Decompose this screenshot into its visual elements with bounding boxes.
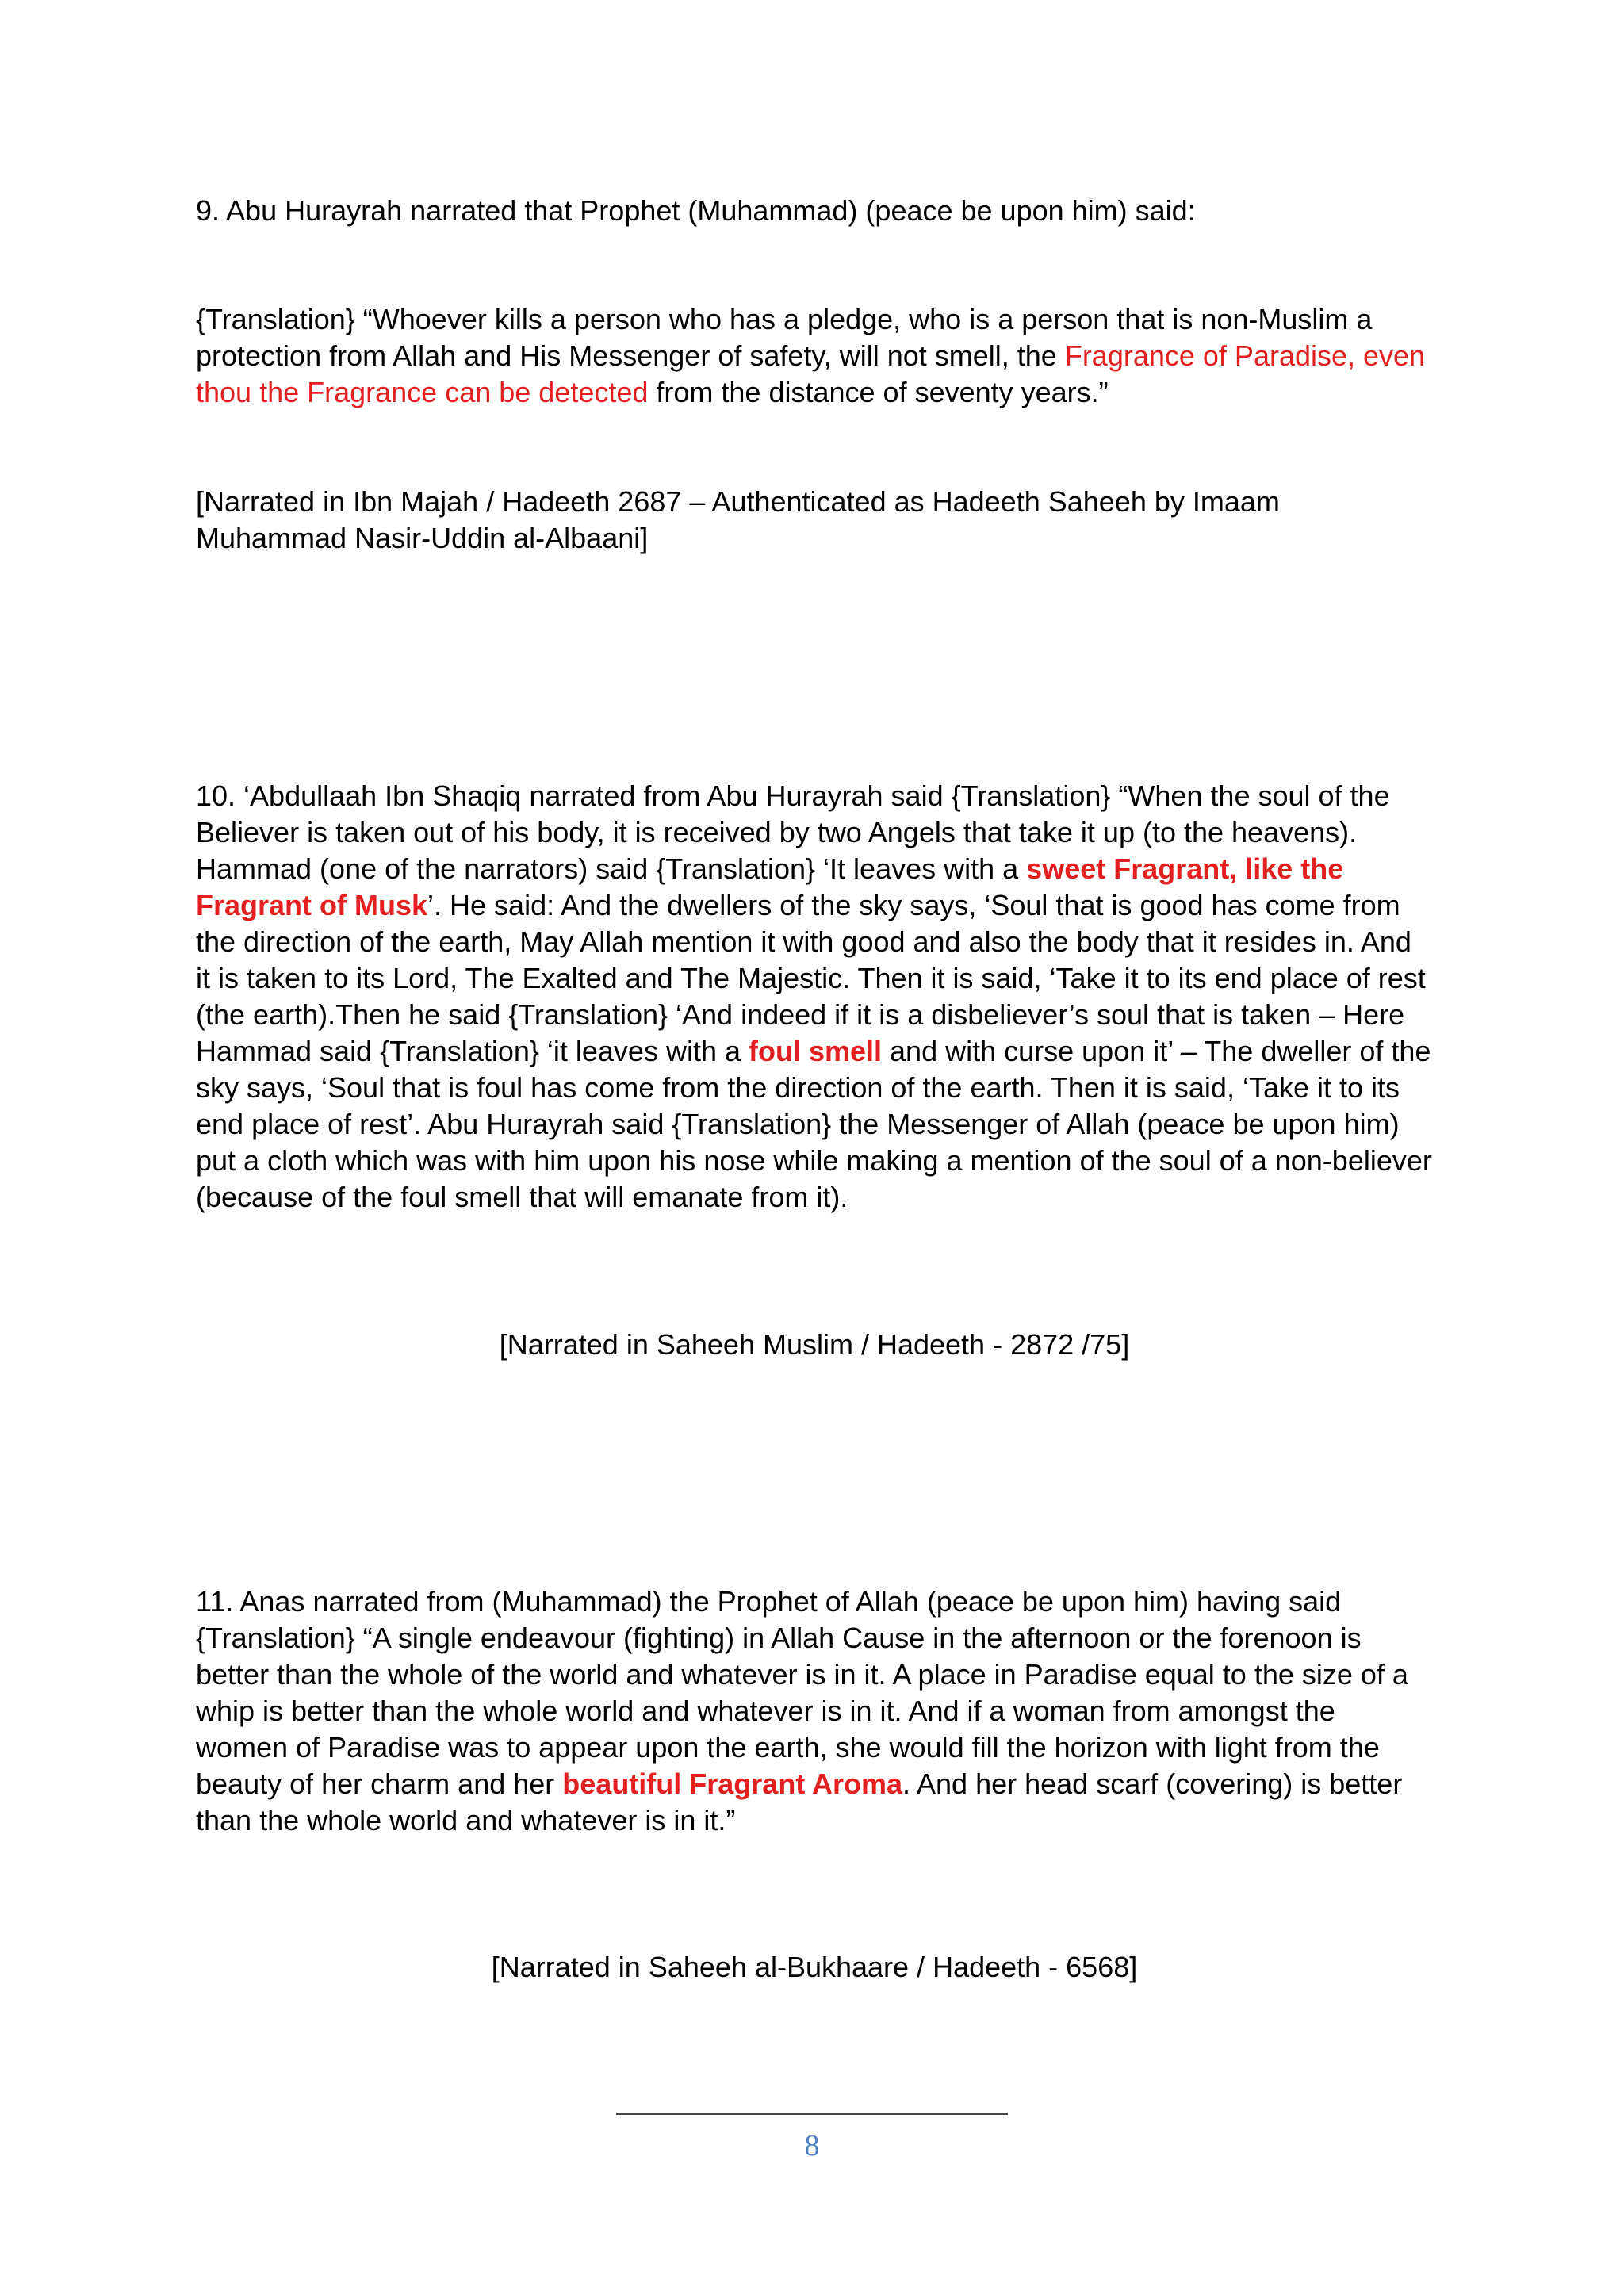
hadith-9-text-part-1: {Translation} “Whoever kills a person who has a pledge, who is a person that is non-Muslim a protection from Allah and His Messenger of safety, will not smell, the [196, 303, 1373, 372]
hadith-10-text [196, 778, 1433, 1216]
hadith-9-text [196, 301, 1433, 411]
hadith-10-text-part-3: and with curse upon it’ – The dweller of the sky says, ‘Soul that is foul has come from the direction of the earth. Then it is said, ‘Take it to its end place of rest’. Abu Hurayrah said {Translation} the Messenger of Allah (peace be upon him) put a cloth which was with him upon his nose while making a mention of the soul of a non-believer (because of the foul smell that will emanate from it). [196, 1035, 1432, 1213]
hadith-11-text [196, 1584, 1433, 1839]
footer-divider [616, 2113, 1008, 2115]
hadith-11-highlight-aroma: beautiful Fragrant Aroma [562, 1767, 902, 1800]
hadith-10-text-part-2: ’. He said: And the dwellers of the sky says, ‘Soul that is good has come from the direction of the earth, May Allah mention it with good and also the body that it resides in. And it is taken to its Lord, The Exalted and The Majestic. Then it is said, ‘Take it to its end place of rest (the earth).Then he said {Translation} ‘And indeed if it is a disbeliever’s soul that is taken – Here Hammad said {Translation} ‘it leaves with a [196, 889, 1426, 1067]
hadith-11-source: [Narrated in Saheeh al-Bukhaare / Hadeeth - 6568] [491, 1951, 1138, 1983]
hadith-9-intro: 9. Abu Hurayrah narrated that Prophet (Muhammad) (peace be upon him) said: [196, 194, 1196, 227]
hadith-10-source: [Narrated in Saheeh Muslim / Hadeeth - 2872 /75] [499, 1328, 1130, 1361]
hadith-10-text-part-1: 10. ‘Abdullaah Ibn Shaqiq narrated from Abu Hurayrah said {Translation} “When the soul of the Believer is taken out of his body, it is received by two Angels that take it up (to the heavens). Hammad (one of the narrators) said {Translation} ‘It leaves with a [196, 779, 1390, 885]
hadith-11-text-part-1: 11. Anas narrated from (Muhammad) the Prophet of Allah (peace be upon him) having said {Translation} “A single endeavour (fighting) in Allah Cause in the afternoon or the forenoon is better than the whole of the world and whatever is in it. A place in Paradise equal to the size of a whip is better than the whole world and whatever is in it. And if a woman from amongst the women of Paradise was to appear upon the earth, she would fill the horizon with light from the beauty of her charm and her [196, 1585, 1408, 1800]
hadith-9-text-part-2: from the distance of seventy years.” [648, 376, 1109, 408]
hadith-10-highlight-musk: sweet Fragrant, like the Fragrant of Musk [196, 852, 1344, 921]
hadith-11-text-part-2: . And her head scarf (covering) is better than the whole world and whatever is in it.” [196, 1767, 1403, 1836]
hadith-9-highlight-fragrance: Fragrance of Paradise, even thou the Fragrance can be detected [196, 339, 1426, 408]
page-number: 8 [804, 2129, 820, 2162]
hadith-9-source: [Narrated in Ibn Majah / Hadeeth 2687 – Authenticated as Hadeeth Saheeh by Imaam Muhammad Nasir-Uddin al-Albaani] [196, 485, 1280, 554]
hadith-10-highlight-foul-smell: foul smell [749, 1035, 883, 1067]
